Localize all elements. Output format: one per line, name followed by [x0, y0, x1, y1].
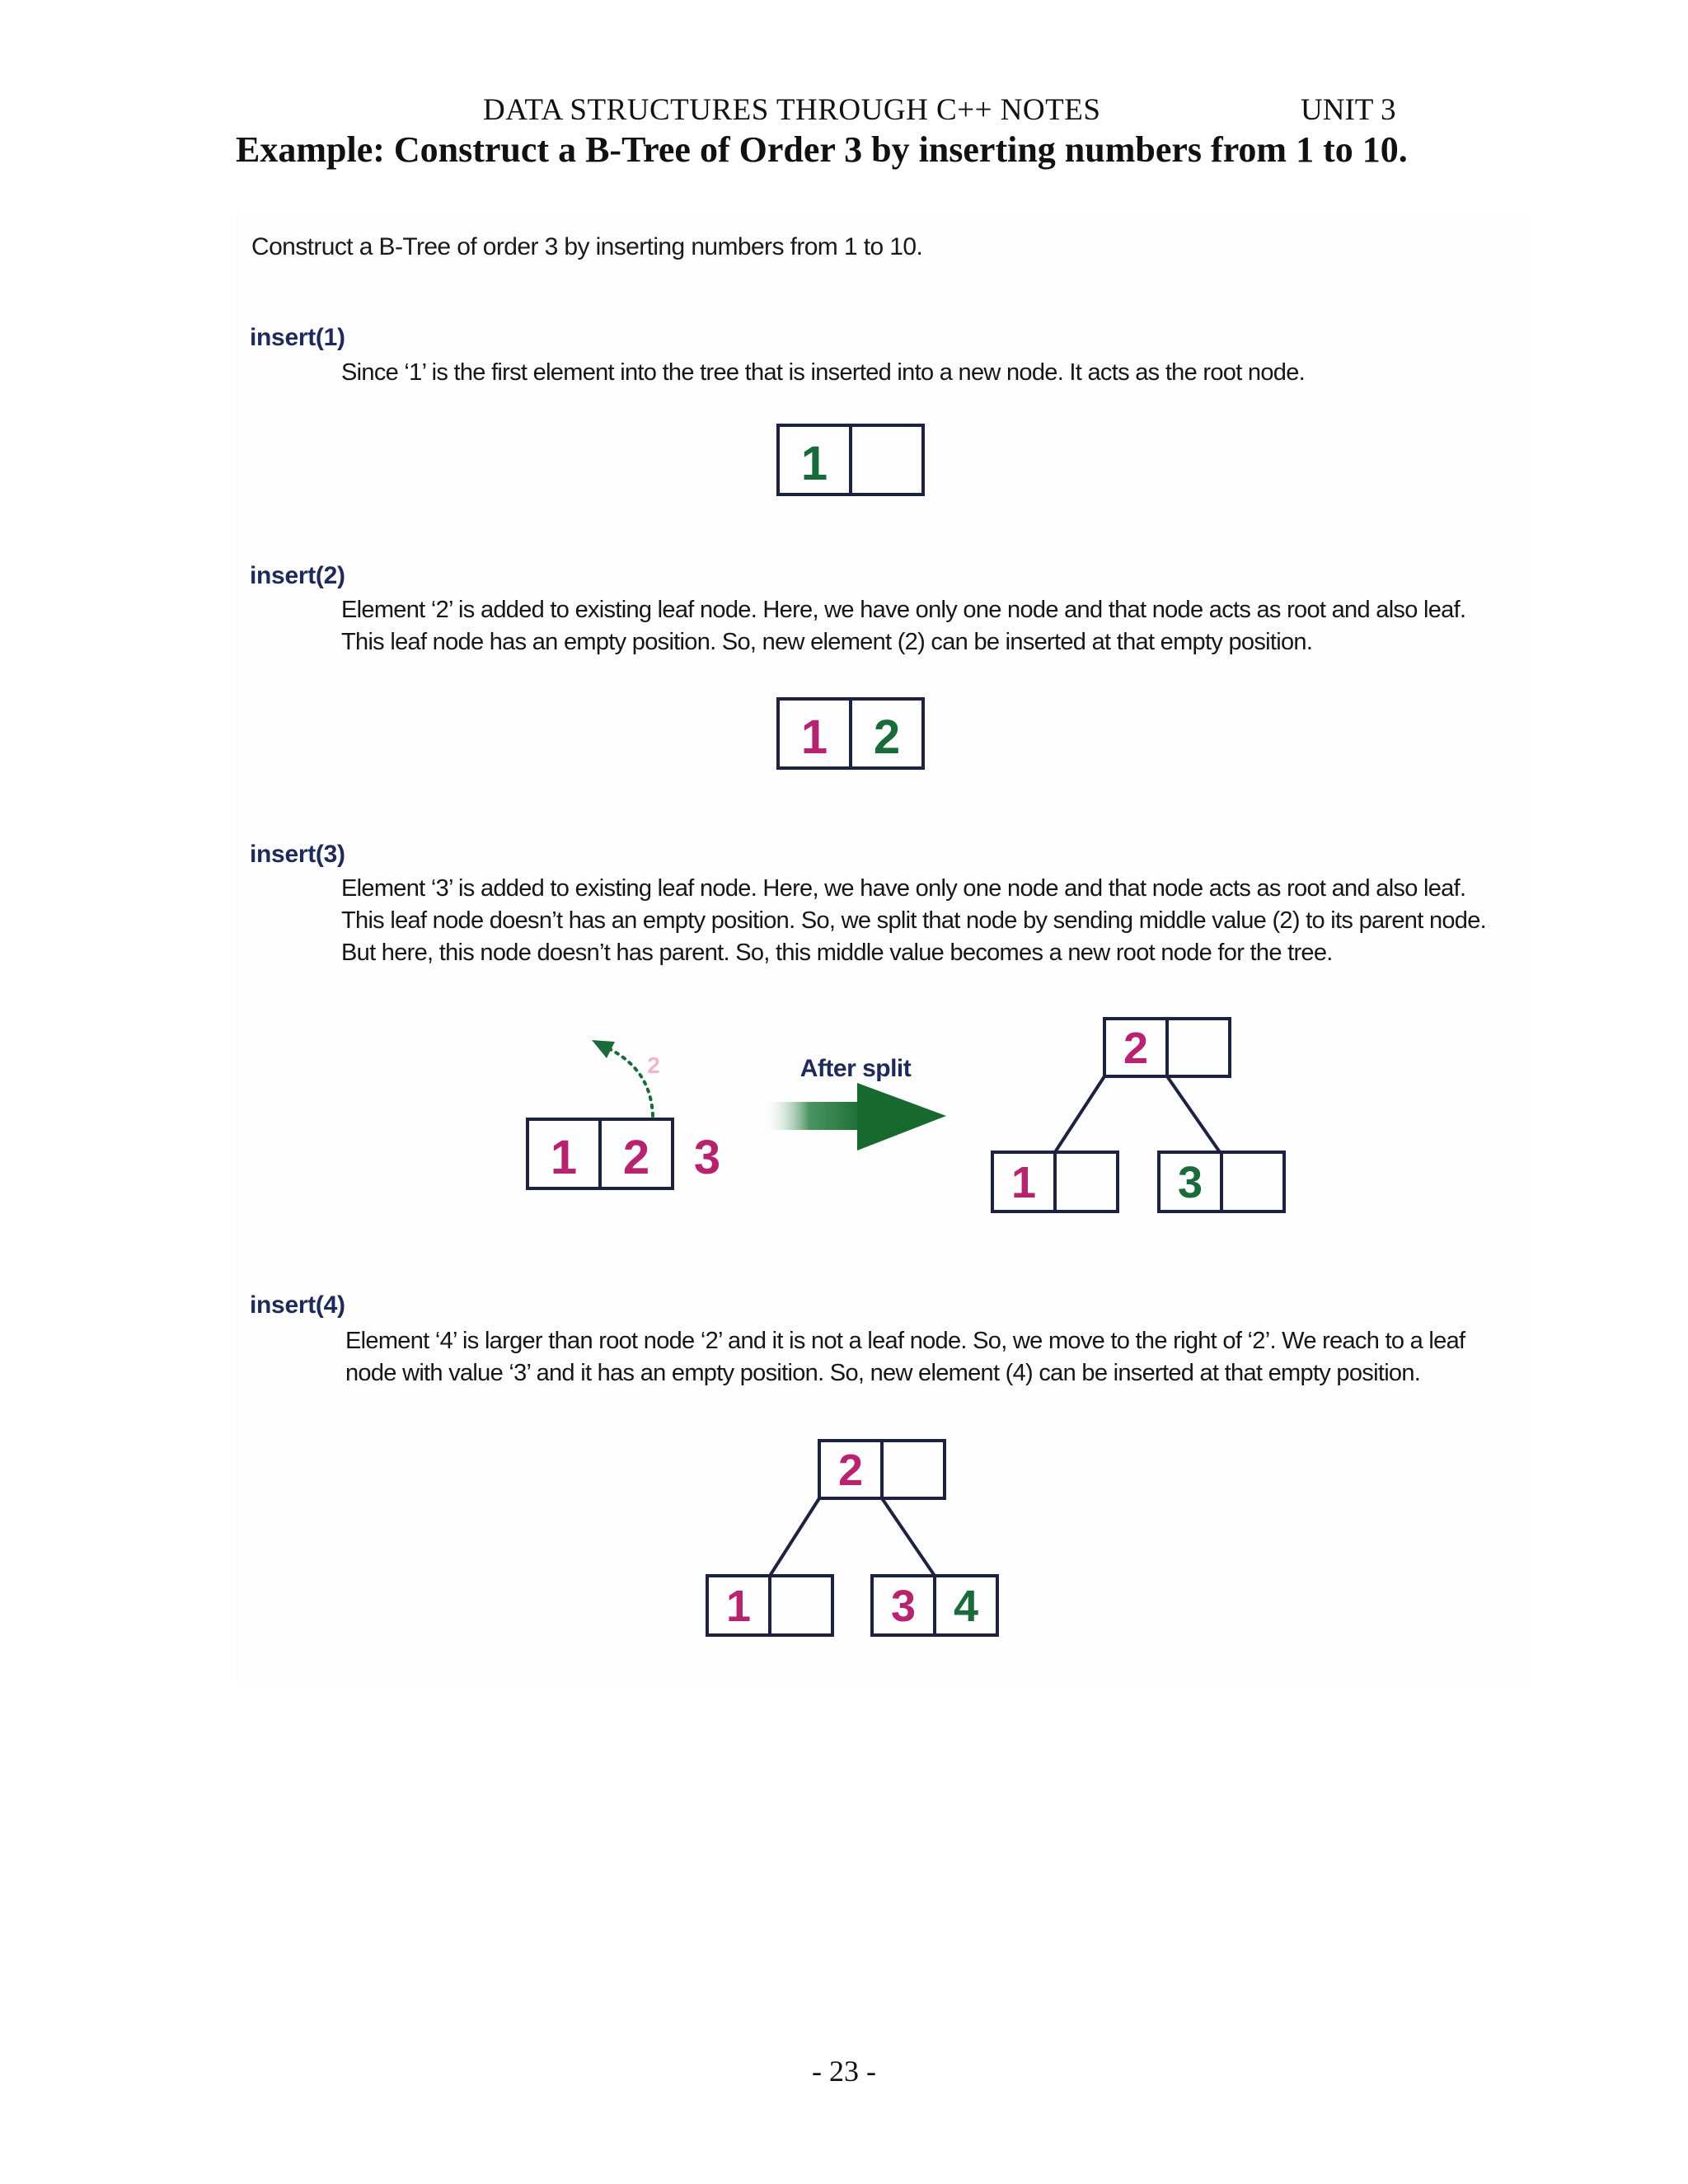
split-arrow [763, 1055, 946, 1151]
node-key-box [1221, 1152, 1284, 1212]
node-key-box [851, 425, 923, 494]
promoted-key: 2 [647, 1052, 660, 1078]
split-arrow-head [857, 1083, 946, 1151]
step-label-insert-3: insert(3) [250, 841, 345, 868]
node-key: 1 [1010, 1158, 1037, 1207]
step-text-insert-2: Element ‘2’ is added to existing leaf node. Here, we have only one node and that node acts as root and also leaf. This leaf node has an empty position. So, new element (2) can be inserted at that empty position. [341, 597, 1466, 655]
tree-edge [882, 1498, 935, 1576]
example-heading: Example: Construct a B-Tree of Order 3 by inserting numbers from 1 to 10. [236, 129, 1408, 170]
step-text-insert-1: Since ‘1’ is the first element into the tree that is inserted into a new node. It acts as the root node. [341, 359, 1305, 386]
split-arrow-label: After split [799, 1055, 912, 1082]
node-key: 1 [550, 1131, 578, 1184]
diagram-insert-3-before [528, 1040, 720, 1188]
step-text-insert-3: Element ‘3’ is added to existing leaf node. Here, we have only one node and that node acts as root and also leaf. This leaf node doesn’t has an empty position. So, we split that node by sending middle value (2) to its parent node. But here, this node doesn’t has parent. So, this middle value becomes a new root node for the tree. [341, 875, 1487, 966]
split-arrow-shaft [763, 1102, 865, 1130]
node-key: 3 [1177, 1158, 1203, 1207]
step-text-insert-4: Element ‘4’ is larger than root node ‘2’ and it is not a leaf node. So, we move to the right of ‘2’. We reach to a leaf node with value ‘3’ and it has an empty position. So, new element (4) can be inserted at that empty position. [345, 1328, 1465, 1386]
diagram-insert-1 [778, 425, 923, 494]
node-key: 4 [953, 1582, 979, 1631]
step-label-insert-1: insert(1) [250, 324, 345, 351]
tree-edge [1055, 1076, 1104, 1152]
node-key: 1 [800, 437, 828, 490]
node-key-box [1167, 1019, 1230, 1076]
node-key: 2 [622, 1131, 650, 1184]
tree-edge [770, 1498, 819, 1576]
running-header-title: DATA STRUCTURES THROUGH C++ NOTES [483, 93, 1101, 127]
figure-intro-text: Construct a B-Tree of order 3 by inserting numbers from 1 to 10. [251, 233, 923, 260]
diagram-insert-3-after [992, 1019, 1284, 1212]
running-header-unit: UNIT 3 [1301, 93, 1396, 127]
page-number: - 23 - [812, 2055, 876, 2088]
node-key: 1 [725, 1582, 752, 1631]
promotion-dotted-arrow [608, 1048, 653, 1116]
tree-edge [1167, 1076, 1220, 1152]
node-key: 1 [800, 710, 828, 764]
node-key-box [882, 1441, 945, 1498]
node-key-box [1055, 1152, 1118, 1212]
step-label-insert-2: insert(2) [250, 562, 345, 589]
node-key: 2 [1123, 1024, 1149, 1073]
node-key: 2 [873, 710, 901, 764]
node-key-box [770, 1576, 832, 1635]
diagram-insert-2 [778, 699, 923, 768]
node-key: 2 [837, 1446, 864, 1495]
diagram-insert-4 [707, 1441, 997, 1635]
step-label-insert-4: insert(4) [250, 1291, 345, 1319]
overflow-key: 3 [693, 1131, 721, 1184]
node-key: 3 [890, 1582, 917, 1631]
